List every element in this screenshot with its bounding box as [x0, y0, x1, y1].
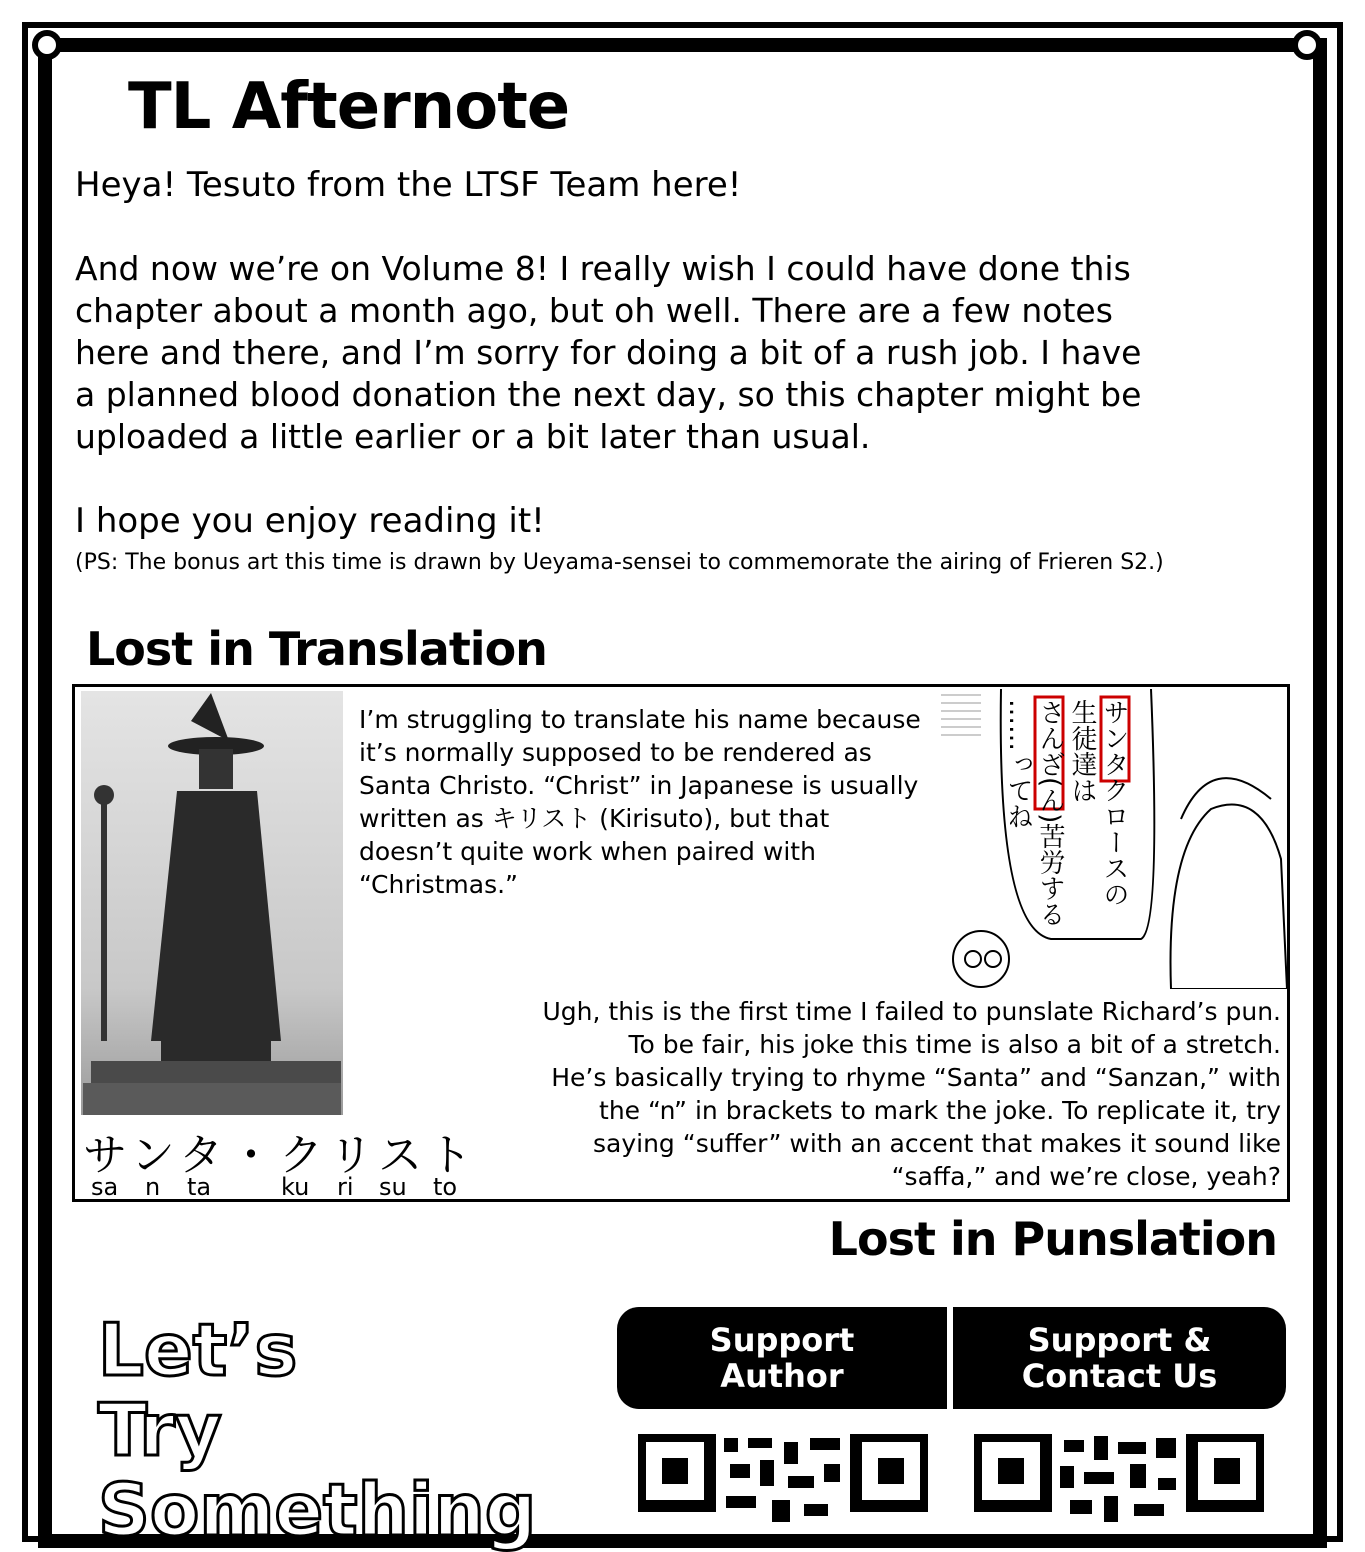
- intro-body: And now we’re on Volume 8! I really wish I could have done this chapter about a month ago, but oh well. There are a few notes here and there, and I’m sorry for doing a bit of a rush job. I have a planned blood donation the next day, so this chapter might be uploaded a little earlier or a bit later than usual.: [75, 249, 1142, 456]
- intro-ps: (PS: The bonus art this time is drawn by Ueyama-sensei to commemorate the airing of Frieren S2.): [75, 550, 1164, 575]
- qr-code-icon[interactable]: [974, 1434, 1264, 1534]
- statue-image: [81, 691, 343, 1115]
- lost-in-translation-heading: Lost in Translation: [86, 622, 547, 676]
- corner-ornament-left: [32, 30, 62, 60]
- romaji-syllable: to: [433, 1173, 458, 1201]
- romaji-syllable: sa: [91, 1173, 119, 1201]
- qr-code-icon[interactable]: [638, 1434, 928, 1534]
- promo-heading: Let’s Try Something: [98, 1308, 537, 1552]
- punslation-note: Ugh, this is the first time I failed to punslate Richard’s pun. To be fair, his joke this time is also a bit of a stretch. He’s basically trying to rhyme “Santa” and “Sanzan,” with the “n” in brackets to mark the joke. To replicate it, try saying “suffer” with an accent that makes it sound like “saffa,” and we’re close, yeah?: [542, 997, 1281, 1191]
- romaji-syllable: n: [145, 1173, 161, 1201]
- manga-text-column: ……ってね: [1003, 699, 1033, 829]
- manga-panel: [941, 689, 1287, 989]
- katakana-name: サンタ・クリスト: [83, 1130, 479, 1181]
- manga-text-column: 生徒達は: [1067, 699, 1097, 803]
- intro-greeting: Heya! Tesuto from the LTSF Team here!: [75, 165, 742, 205]
- romaji-syllable: su: [379, 1173, 407, 1201]
- romaji-syllable: ta: [187, 1173, 212, 1201]
- support-author-button[interactable]: Support Author: [617, 1307, 947, 1409]
- manga-text-column: サンタクロースの: [1099, 699, 1129, 907]
- corner-ornament-right: [1292, 30, 1322, 60]
- manga-text-column: さんざ(ん)苦労する: [1035, 699, 1065, 928]
- lost-in-punslation-heading: Lost in Punslation: [828, 1212, 1277, 1266]
- page-title: TL Afternote: [128, 70, 570, 144]
- support-contact-button[interactable]: Support & Contact Us: [953, 1307, 1286, 1409]
- translation-note: I’m struggling to translate his name because it’s normally supposed to be rendered as Santa Christo. “Christ” in Japanese is usually written as キリスト (Kirisuto), but that doesn’t quite work when paired with “Christmas.”: [359, 705, 921, 899]
- notes-box: [72, 684, 1290, 1202]
- intro-closing: I hope you enjoy reading it!: [75, 501, 545, 541]
- romaji-syllable: ri: [337, 1173, 354, 1201]
- romaji-syllable: ku: [281, 1173, 310, 1201]
